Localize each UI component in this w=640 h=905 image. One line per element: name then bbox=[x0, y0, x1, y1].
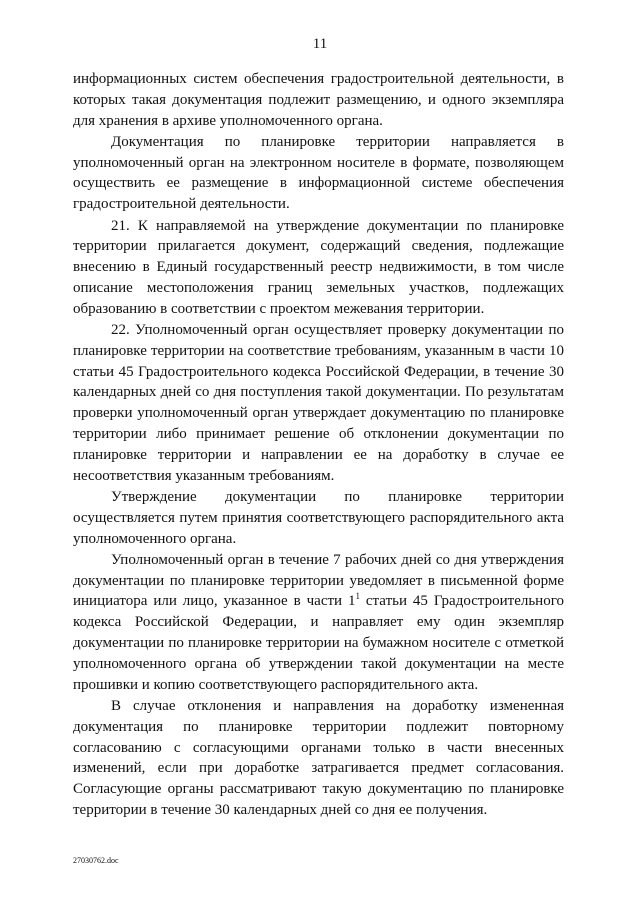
paragraph-approval: Утверждение документации по планировке территории осуществляется путем принятия соответствующего распорядительного акта уполномоченного органа. bbox=[73, 488, 564, 547]
paragraph-21: 21. К направляемой на утверждение документации по планировке территории прилагается документ, содержащий сведения, подлежащие внесению в Единый государственный реестр недвижимости, в том числе описание местоположения границ земельных участков, подлежащих образованию в соответствии с проектом межевания территории. bbox=[73, 217, 564, 317]
paragraph-notification-part-1: Уполномоченный орган в течение 7 рабочих дней со дня утверждения документации по планировке территории уведомляет в письменной форме инициатора или лицо, указанное в части 1 bbox=[73, 551, 564, 610]
paragraph-1: информационных систем обеспечения градостроительной деятельности, в которых такая документация подлежит размещению, и одного экземпляра для хранения в архиве уполномоченного органа. bbox=[73, 71, 564, 129]
file-name-footer: 27030762.doc bbox=[73, 856, 119, 865]
superscript: 1 bbox=[355, 591, 360, 602]
page-number: 11 bbox=[312, 36, 328, 52]
paragraph-22: 22. Уполномоченный орган осуществляет проверку документации по планировке территории на соответствие требованиям, указанным в части 10 статьи 45 Градостроительного кодекса Российской Федерации, в течение 30 календарных дней со дня поступления такой документации. По результатам проверки уполномоченный орган утверждает документацию по планировке территории либо принимает решение об отклонении документации по планировке территории и направлении ее на доработку в случае ее несоответствия указанным требованиям. bbox=[73, 322, 564, 484]
paragraph-notification bbox=[73, 550, 564, 696]
paragraph-notification-part-2: статьи 45 Градостроительного кодекса Российской Федерации, и направляет ему один экземпляр документации по планировке территории на бумажном носителе с отметкой уполномоченного органа об утверждении такой документации на месте прошивки и копию соответствующего распорядительного акта. bbox=[73, 593, 564, 693]
paragraph-rejection: В случае отклонения и направления на доработку измененная документация по планировке территории подлежит повторному согласованию с согласующими органами только в части внесенных изменений, если при доработке затрагивается предмет согласования. Согласующие органы рассматривают такую документацию по планировке территории в течение 30 календарных дней со дня ее получения. bbox=[73, 697, 564, 818]
document-body bbox=[73, 69, 564, 821]
paragraph-2: Документация по планировке территории направляется в уполномоченный орган на электронном носителе в формате, позволяющем осуществить ее размещение в информационной системе обеспечения градостроительной деятельности. bbox=[73, 133, 564, 213]
